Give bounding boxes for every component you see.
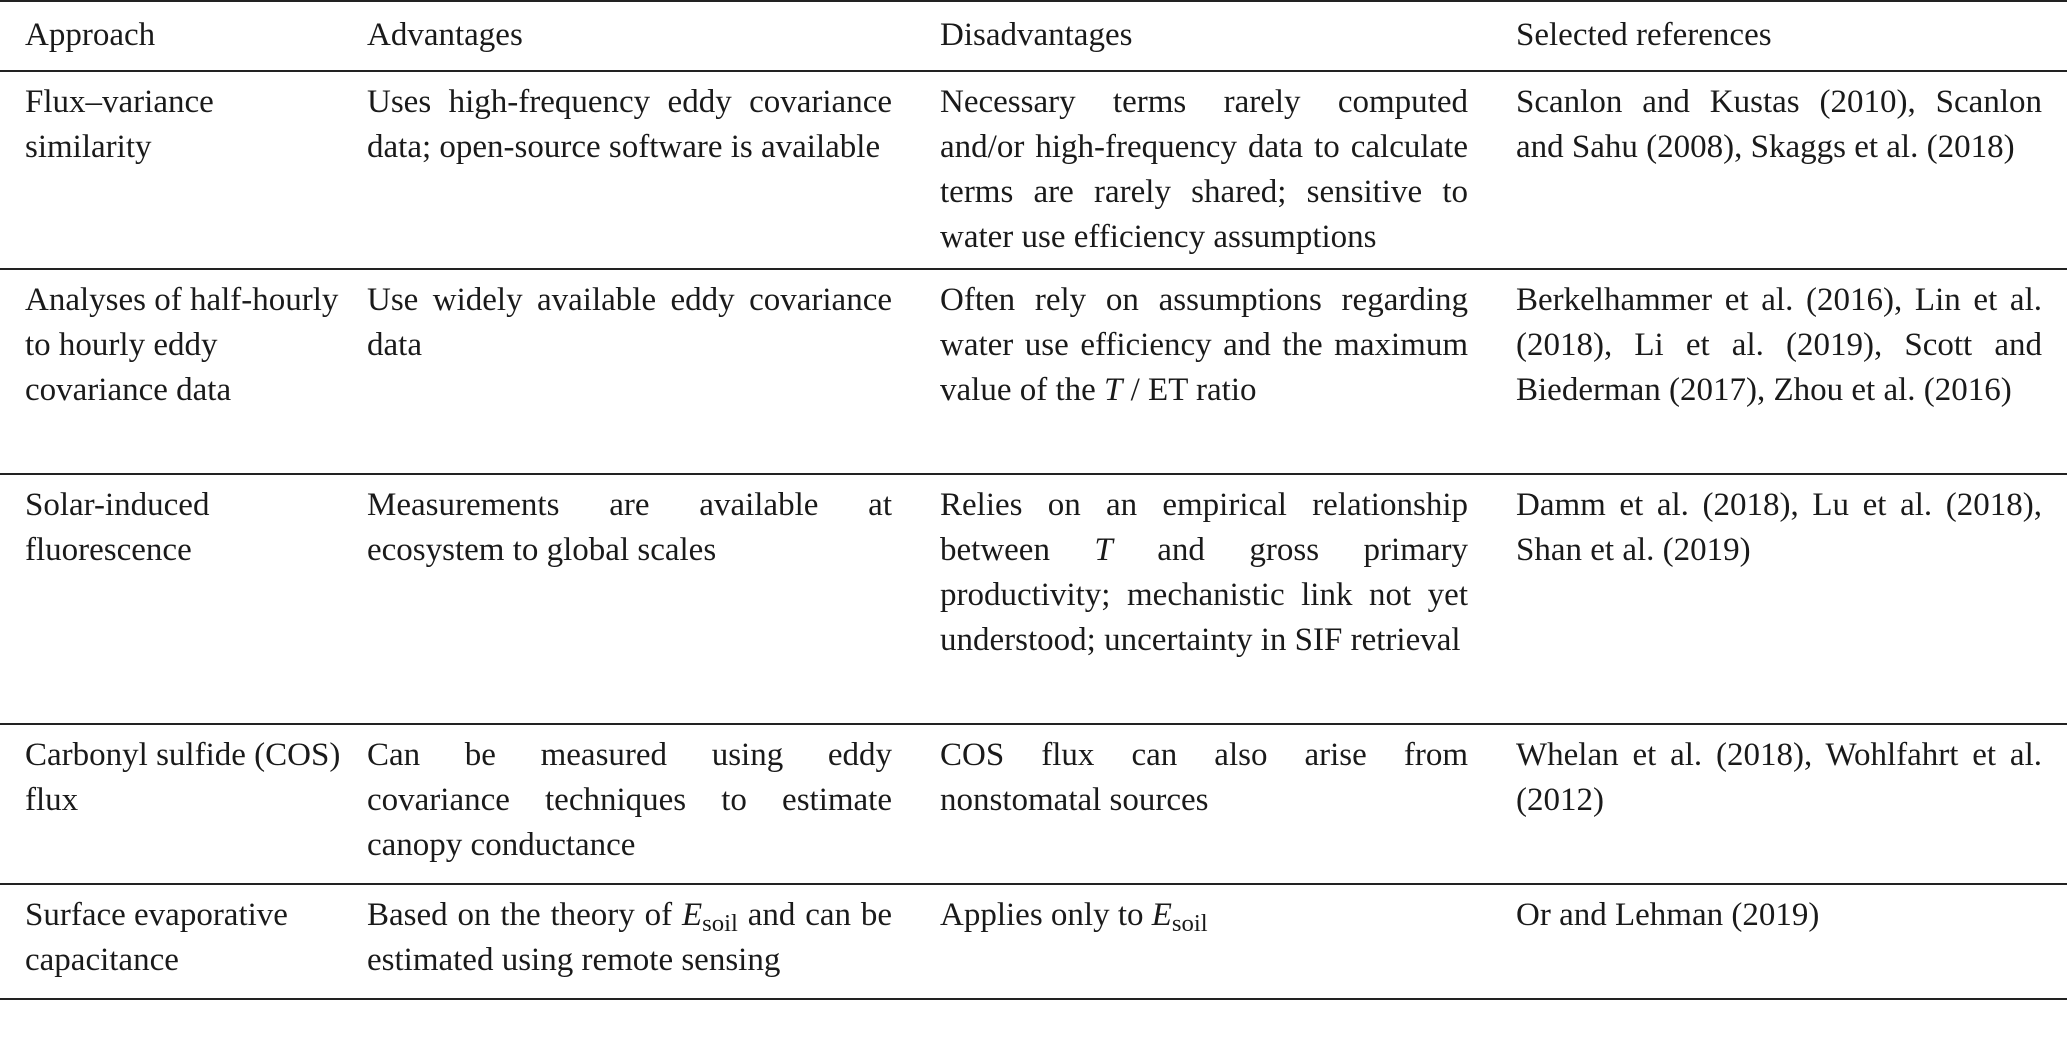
- disadvantages-cell: [916, 269, 1492, 474]
- disadvantages-text: Often rely on assumptions regarding water use efficiency and the maximum value of the: [940, 282, 1468, 408]
- approach-cell: Surface evaporative capacitance: [25, 897, 288, 978]
- header-row: [0, 1, 2067, 71]
- disadvantages-cell: [916, 474, 1492, 724]
- table-body: [0, 71, 2067, 999]
- disadvantages-text: Applies only to: [940, 897, 1152, 933]
- transpiration-symbol: T: [1094, 532, 1113, 568]
- table-header: [0, 1, 2067, 71]
- table-row: [0, 71, 2067, 269]
- references-cell: Whelan et al. (2018), Wohlfahrt et al. (2012): [1516, 737, 2042, 818]
- header-advantages: Advantages: [367, 17, 523, 53]
- evaporation-subscript: soil: [702, 910, 738, 938]
- references-cell: Damm et al. (2018), Lu et al. (2018), Shan et al. (2019): [1516, 487, 2042, 568]
- advantages-cell: Can be measured using eddy covariance techniques to estimate canopy conductance: [367, 737, 892, 863]
- table-row: [0, 724, 2067, 884]
- disadvantages-text: Relies on an empirical relationship between: [940, 487, 1468, 568]
- header-approach: Approach: [25, 17, 156, 53]
- approach-cell: Carbonyl sulfide (COS) flux: [25, 737, 341, 818]
- header-disadvantages: Disadvantages: [940, 17, 1133, 53]
- disadvantages-cell: [916, 884, 1492, 999]
- transpiration-symbol: T: [1104, 372, 1123, 408]
- table-row: [0, 269, 2067, 474]
- disadvantages-cell: Necessary terms rarely computed and/or high-frequency data to calculate terms are rarely shared; sensitive to water use efficiency assumptions: [940, 84, 1468, 255]
- references-cell: Scanlon and Kustas (2010), Scanlon and Sahu (2008), Skaggs et al. (2018): [1516, 84, 2042, 165]
- disadvantages-text: / ET ratio: [1122, 372, 1257, 408]
- evaporation-subscript: soil: [1171, 910, 1208, 938]
- table-row: [0, 474, 2067, 724]
- disadvantages-text: and gross primary productivity; mechanistic link not yet understood; uncertainty in SIF retrieval: [940, 532, 1468, 658]
- evaporation-symbol: E: [681, 897, 703, 933]
- approach-cell: Analyses of half-hourly to hourly eddy covariance data: [25, 282, 339, 408]
- header-references: Selected references: [1516, 17, 1772, 53]
- evaporation-symbol: E: [1151, 897, 1172, 933]
- references-cell: Berkelhammer et al. (2016), Lin et al. (2018), Li et al. (2019), Scott and Biederman (2017), Zhou et al. (2016): [1516, 282, 2042, 408]
- advantages-cell: Uses high-frequency eddy covariance data; open-source software is available: [367, 84, 892, 165]
- approach-cell: Solar-induced fluorescence: [25, 487, 210, 568]
- advantages-text: Based on the theory of: [367, 897, 682, 933]
- advantages-cell: Use widely available eddy covariance data: [367, 282, 892, 363]
- disadvantages-cell: COS flux can also arise from nonstomatal sources: [940, 737, 1468, 818]
- approach-cell: Flux–variance similarity: [25, 84, 214, 165]
- advantages-text: and can be estimated using remote sensing: [367, 897, 892, 978]
- advantages-cell: [341, 884, 916, 999]
- references-cell: Or and Lehman (2019): [1516, 897, 1820, 933]
- table-row: [0, 884, 2067, 999]
- advantages-cell: Measurements are available at ecosystem to global scales: [367, 487, 892, 568]
